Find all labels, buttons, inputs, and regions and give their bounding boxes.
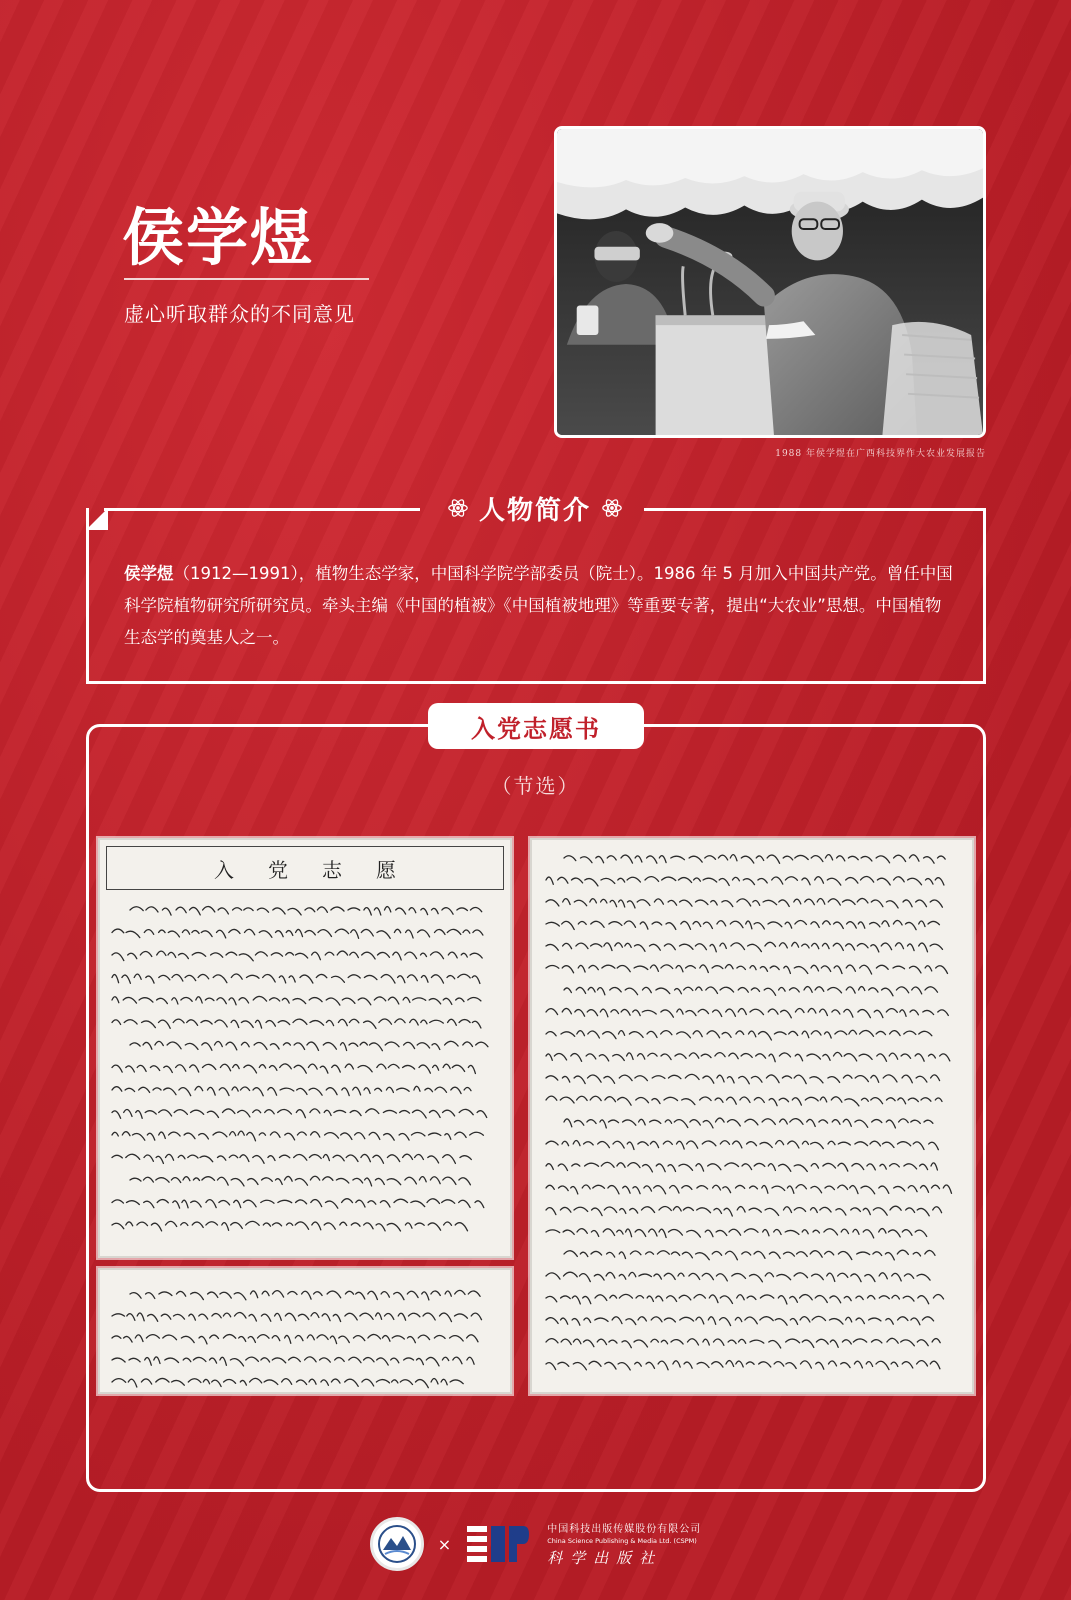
atom-icon: [447, 497, 469, 519]
publisher-logo-icon: [465, 1522, 531, 1566]
intro-body: （1912—1991），植物生态学家，中国科学院学部委员（院士）。1986 年 5 月加入中国共产党。曾任中国科学院植物研究所研究员。牵头主编《中国的植被》《中国植被地理》等重要专著，提出“大农业”思想。中国植物生态学的奠基人之一。: [124, 564, 953, 647]
handwriting-line: [112, 1064, 479, 1074]
handwriting-line: [112, 1357, 477, 1366]
handwriting-line: [564, 987, 943, 996]
handwriting-line: [564, 855, 950, 864]
sheet-heading: 入党志愿: [106, 846, 504, 890]
person-name: 侯学煜: [122, 201, 315, 274]
handwriting-line: [546, 1272, 935, 1282]
handwriting-line: [546, 1294, 947, 1304]
handwriting-line: [546, 1185, 955, 1194]
handwriting-line: [546, 920, 944, 929]
historical-photo: [554, 126, 986, 438]
handwriting-line: [546, 1206, 945, 1216]
handwritten-sheet-right: [530, 838, 974, 1394]
handwritten-sheet-left-top: [98, 838, 512, 1258]
handwriting-line: [130, 907, 485, 916]
handwriting-line: [112, 1313, 486, 1322]
handwriting-line: [112, 1019, 484, 1029]
handwriting-line: [546, 1361, 943, 1370]
handwriting-line: [546, 965, 951, 974]
handwriting-line: [546, 1096, 946, 1106]
publisher-name: 科学出版社: [547, 1549, 663, 1567]
excerpt-label: （节选）: [491, 774, 580, 798]
handwriting-line: [546, 898, 947, 907]
handwriting-line: [112, 1154, 474, 1163]
handwriting-line: [564, 1118, 937, 1128]
intro-box-corner: [86, 508, 108, 530]
handwriting-line: [112, 1086, 474, 1095]
handwriting-line: [130, 1290, 484, 1300]
handwriting-scribble: [100, 840, 512, 1258]
handwriting-line: [130, 1041, 493, 1050]
intro-name: 侯学煜: [124, 564, 174, 583]
handwriting-line: [546, 1162, 942, 1172]
times-sign: ×: [437, 1534, 452, 1554]
academy-emblem-icon: [377, 1524, 417, 1564]
publisher-cn: 中国科技出版传媒股份有限公司: [547, 1524, 702, 1535]
academy-logo: [370, 1517, 424, 1571]
photo-illustration: [557, 129, 983, 435]
handwriting-line: [546, 1074, 945, 1083]
handwriting-line: [112, 1334, 483, 1343]
handwriting-line: [112, 974, 483, 983]
footer: [0, 1514, 1071, 1574]
handwriting-line: [112, 1199, 487, 1209]
handwriting-line: [112, 1131, 485, 1141]
handwriting-line: [564, 1250, 937, 1260]
handwriting-line: [546, 876, 947, 885]
subtitle: 虚心听取群众的不同意见: [124, 302, 355, 326]
handwritten-sheet-left-bottom: [98, 1268, 512, 1394]
intro-box-top-right-line: [644, 508, 986, 511]
handwriting-line: [546, 1140, 942, 1149]
handwriting-line: [112, 1221, 471, 1231]
intro-heading: [430, 488, 640, 528]
intro-box-top-left-line: [104, 508, 420, 511]
handwriting-scribble: [532, 840, 974, 1394]
handwriting-line: [546, 1338, 943, 1348]
handwriting-line: [546, 1229, 931, 1238]
handwriting-line: [112, 1378, 466, 1387]
intro-title: 人物简介: [478, 495, 591, 526]
handwriting-line: [112, 1109, 491, 1118]
name-divider: [124, 278, 369, 280]
handwriting-line: [546, 1030, 936, 1040]
handwriting-line: [546, 942, 946, 952]
publisher-text: [547, 1520, 701, 1568]
publisher-en: China Science Publishing & Media Ltd. (CSPM): [547, 1537, 697, 1545]
handwriting-line: [130, 1176, 475, 1186]
handwriting-line: [546, 1008, 952, 1017]
handwriting-line: [112, 951, 485, 961]
handwriting-line: [112, 996, 484, 1005]
photo-caption: 1988 年侯学煜在广西科技界作大农业发展报告: [775, 449, 986, 459]
letter-tab: 入党志愿书: [428, 703, 644, 749]
handwriting-line: [112, 929, 486, 938]
handwriting-line: [546, 1052, 955, 1061]
intro-paragraph: [124, 558, 954, 654]
atom-icon: [601, 497, 623, 519]
handwriting-scribble: [100, 1270, 512, 1394]
handwriting-line: [546, 1316, 938, 1325]
